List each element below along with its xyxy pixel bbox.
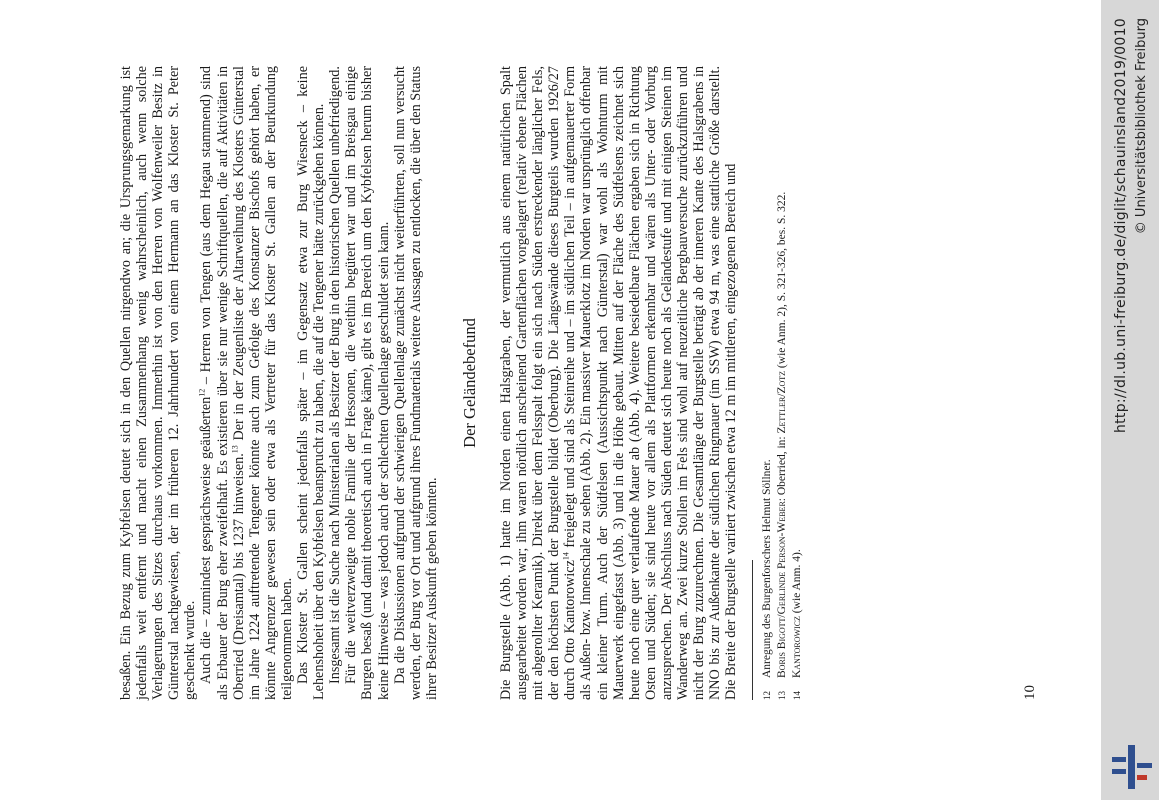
paragraph-text: Die Burgstelle (Abb. 1) hatte im Norden einen Halsgraben, der vermutlich aus einem natürlichen Spalt ausgearbeitet worden war; ihm waren nördlich anscheinend Gartenflächen vorgelagert (relativ ebene Flächen mit abgerollter Keramik). Direkt über dem Felsspalt folgt ein sich nach Süden erstreckender länglicher Fels, der den höchsten Punkt der Burgstelle bildet (Oberburg). Die Längswände dieses Burgteils wurden 1926/27 durch Otto Kantorowicz	[497, 66, 579, 700]
paragraph: Für die weitverzweigte noble Familie der Hessonen, die weithin begütert war und im Breisgau einige Burgen besaß (und damit theoretisch auch in Frage käme), gibt es im Bereich um den Kybfelsen herum bisher keine Hinweise – was jedoch auch der schlechten Quellenlage geschuldet sein kann.	[343, 66, 392, 700]
footnote-ref[interactable]: 14	[561, 552, 571, 561]
footnote	[790, 66, 805, 700]
paragraph-text: Auch die – zumindest gesprächsweise geäußerten	[198, 396, 215, 684]
footnote-ref[interactable]: 12	[197, 388, 207, 397]
footnotes	[760, 66, 805, 700]
ub-freiburg-logo-icon	[1112, 745, 1152, 789]
footnote-ref[interactable]: 13	[229, 445, 239, 454]
footnote-number: 12	[762, 691, 772, 700]
footnote-text-part: (wie Anm. 4).	[791, 549, 803, 617]
paragraph: Da die Diskussionen aufgrund der schwierigen Quellenlage zunächst nicht weiterführten, soll nun versucht werden, der Burg vor Ort und aufgrund ihres Fundmaterials weitere Aussagen zu entlocken, die über den Status ihrer Besitzer Auskunft geben könnten.	[391, 66, 440, 700]
paragraph-text: Der in der Zeugenliste der Altarweihung des Klosters Günterstal im Jahre 1224 auftretende Tengener könnte auch zum Gefolge des Konstanzer Bischofs gehört haben, er könnte Angrenzer gewesen sein oder etwa als Vertreter für das Kloster St. Gallen an der Beurkundung teilgenommen haben.	[230, 66, 295, 700]
footnote-text	[775, 192, 790, 678]
source-url-link[interactable]: http://dl.ub.uni-freiburg.de/diglit/schauinsland2019/0010	[1113, 18, 1129, 434]
paragraph-text: – Herren von Tengen (aus dem Hegau stammend) sind als Erbauer der Burg eher zweifelhaft. Es existieren über sie nur wenige Schriftquellen, die auf Aktivitäten in Oberried (Dreisamtal) bis 1237 hinweisen.	[198, 66, 247, 700]
paragraph: besaßen. Ein Bezug zum Kybfelsen deutet sich in den Quellen nirgendwo an; die Ursprungsgemarkung ist jedenfalls weit entfernt und macht einen Zusammenhang wenig wahrscheinlich, auch wenn solche Verlagerungen des Sitzes durchaus vorkommen. Immerhin ist von den Herren von Wolfenweiler Besitz in Günterstal nachgewiesen, der im früheren 12. Jahrhundert von einem Hermann an das Kloster St. Peter geschenkt wurde.	[118, 66, 199, 700]
body-text	[118, 66, 739, 700]
footnote-number: 14	[792, 691, 802, 700]
sidebar-text	[1101, 0, 1159, 800]
paragraph	[198, 66, 295, 700]
author-names: Boris Bigott/Gerlinde Person-Weber	[776, 501, 788, 678]
paragraph: Insgesamt ist die Suche nach Ministerialen als Besitzer der Burg in den historischen Quellen unbefriedigend.	[327, 66, 344, 684]
paragraph	[498, 66, 739, 700]
author-names: Kantorowicz	[791, 616, 803, 678]
footnote	[775, 66, 790, 700]
author-names: Zettler/Zotz	[776, 370, 788, 434]
paragraph: Das Kloster St. Gallen scheint jedenfalls später – im Gegensatz etwa zur Burg Wiesneck – keine Lehenshoheit über den Kybfelsen beansprucht zu haben, die auf die Tengener hätte zurückgehen können.	[295, 66, 328, 700]
library-sidebar	[1101, 0, 1159, 800]
footnote-text-part: : Oberried, in:	[776, 433, 788, 502]
footnote	[760, 66, 775, 700]
footnote-divider	[752, 560, 753, 700]
footnote-text: Anregung des Burgenforschers Helmut Söllner.	[761, 459, 773, 678]
paragraph-text: freigelegt und sind als Steinreihe und – im südlichen Teil – in aufgemauerter Form als Außen- bzw. Innenschale zu sehen (Abb. 2). Ein massiver Mauerklotz im Norden war ursprünglich offenbar ein kleiner Turm. Auch der Südfelsen (Aussichtspunkt nach Günterstal) war wohl als Wohnturm mit Mauerwerk eingefasst (Abb. 3) und in die Höhe gebaut. Mitten auf der Fläche des Südfelsens zeichnet sich heute noch eine quer verlaufende Mauer ab (Abb. 4). Weitere besiedelbare Flächen ergaben sich in Richtung Osten und Süden; sie sind heute vor allem als Plattformen erkennbar und wären als Unter- oder Vorburg anzusprechen. Der Abschluss nach Süden deutet sich heute noch als Geländestufe und mit einigen Steinen im Wanderweg an. Zwei kurze Stollen im Fels sind wohl auf neuzeitliche Bergbauversuche zurückzuführen und nicht der Burg zuzurechnen. Die Gesamtlänge der Burgstelle beträgt ab der inneren Kante des Halsgrabens in NNO bis zur Außenkante der südlichen Ringmauer (im SSW) etwa 94 m, was eine stattliche Größe darstellt. Die Breite der Burgstelle variiert zwischen etwa 12 m im mittleren, eingezogenen Bereich und	[562, 66, 740, 700]
page-number: 10	[1022, 685, 1038, 700]
footnote-text	[790, 549, 805, 678]
copyright-notice: © Universitätsbibliothek Freiburg	[1134, 18, 1149, 235]
footnote-text-part: (wie Anm. 2), S. 321-326, bes. S. 322.	[776, 191, 788, 371]
footnote-number: 13	[777, 691, 787, 700]
section-heading: Der Geländebefund	[459, 318, 479, 448]
